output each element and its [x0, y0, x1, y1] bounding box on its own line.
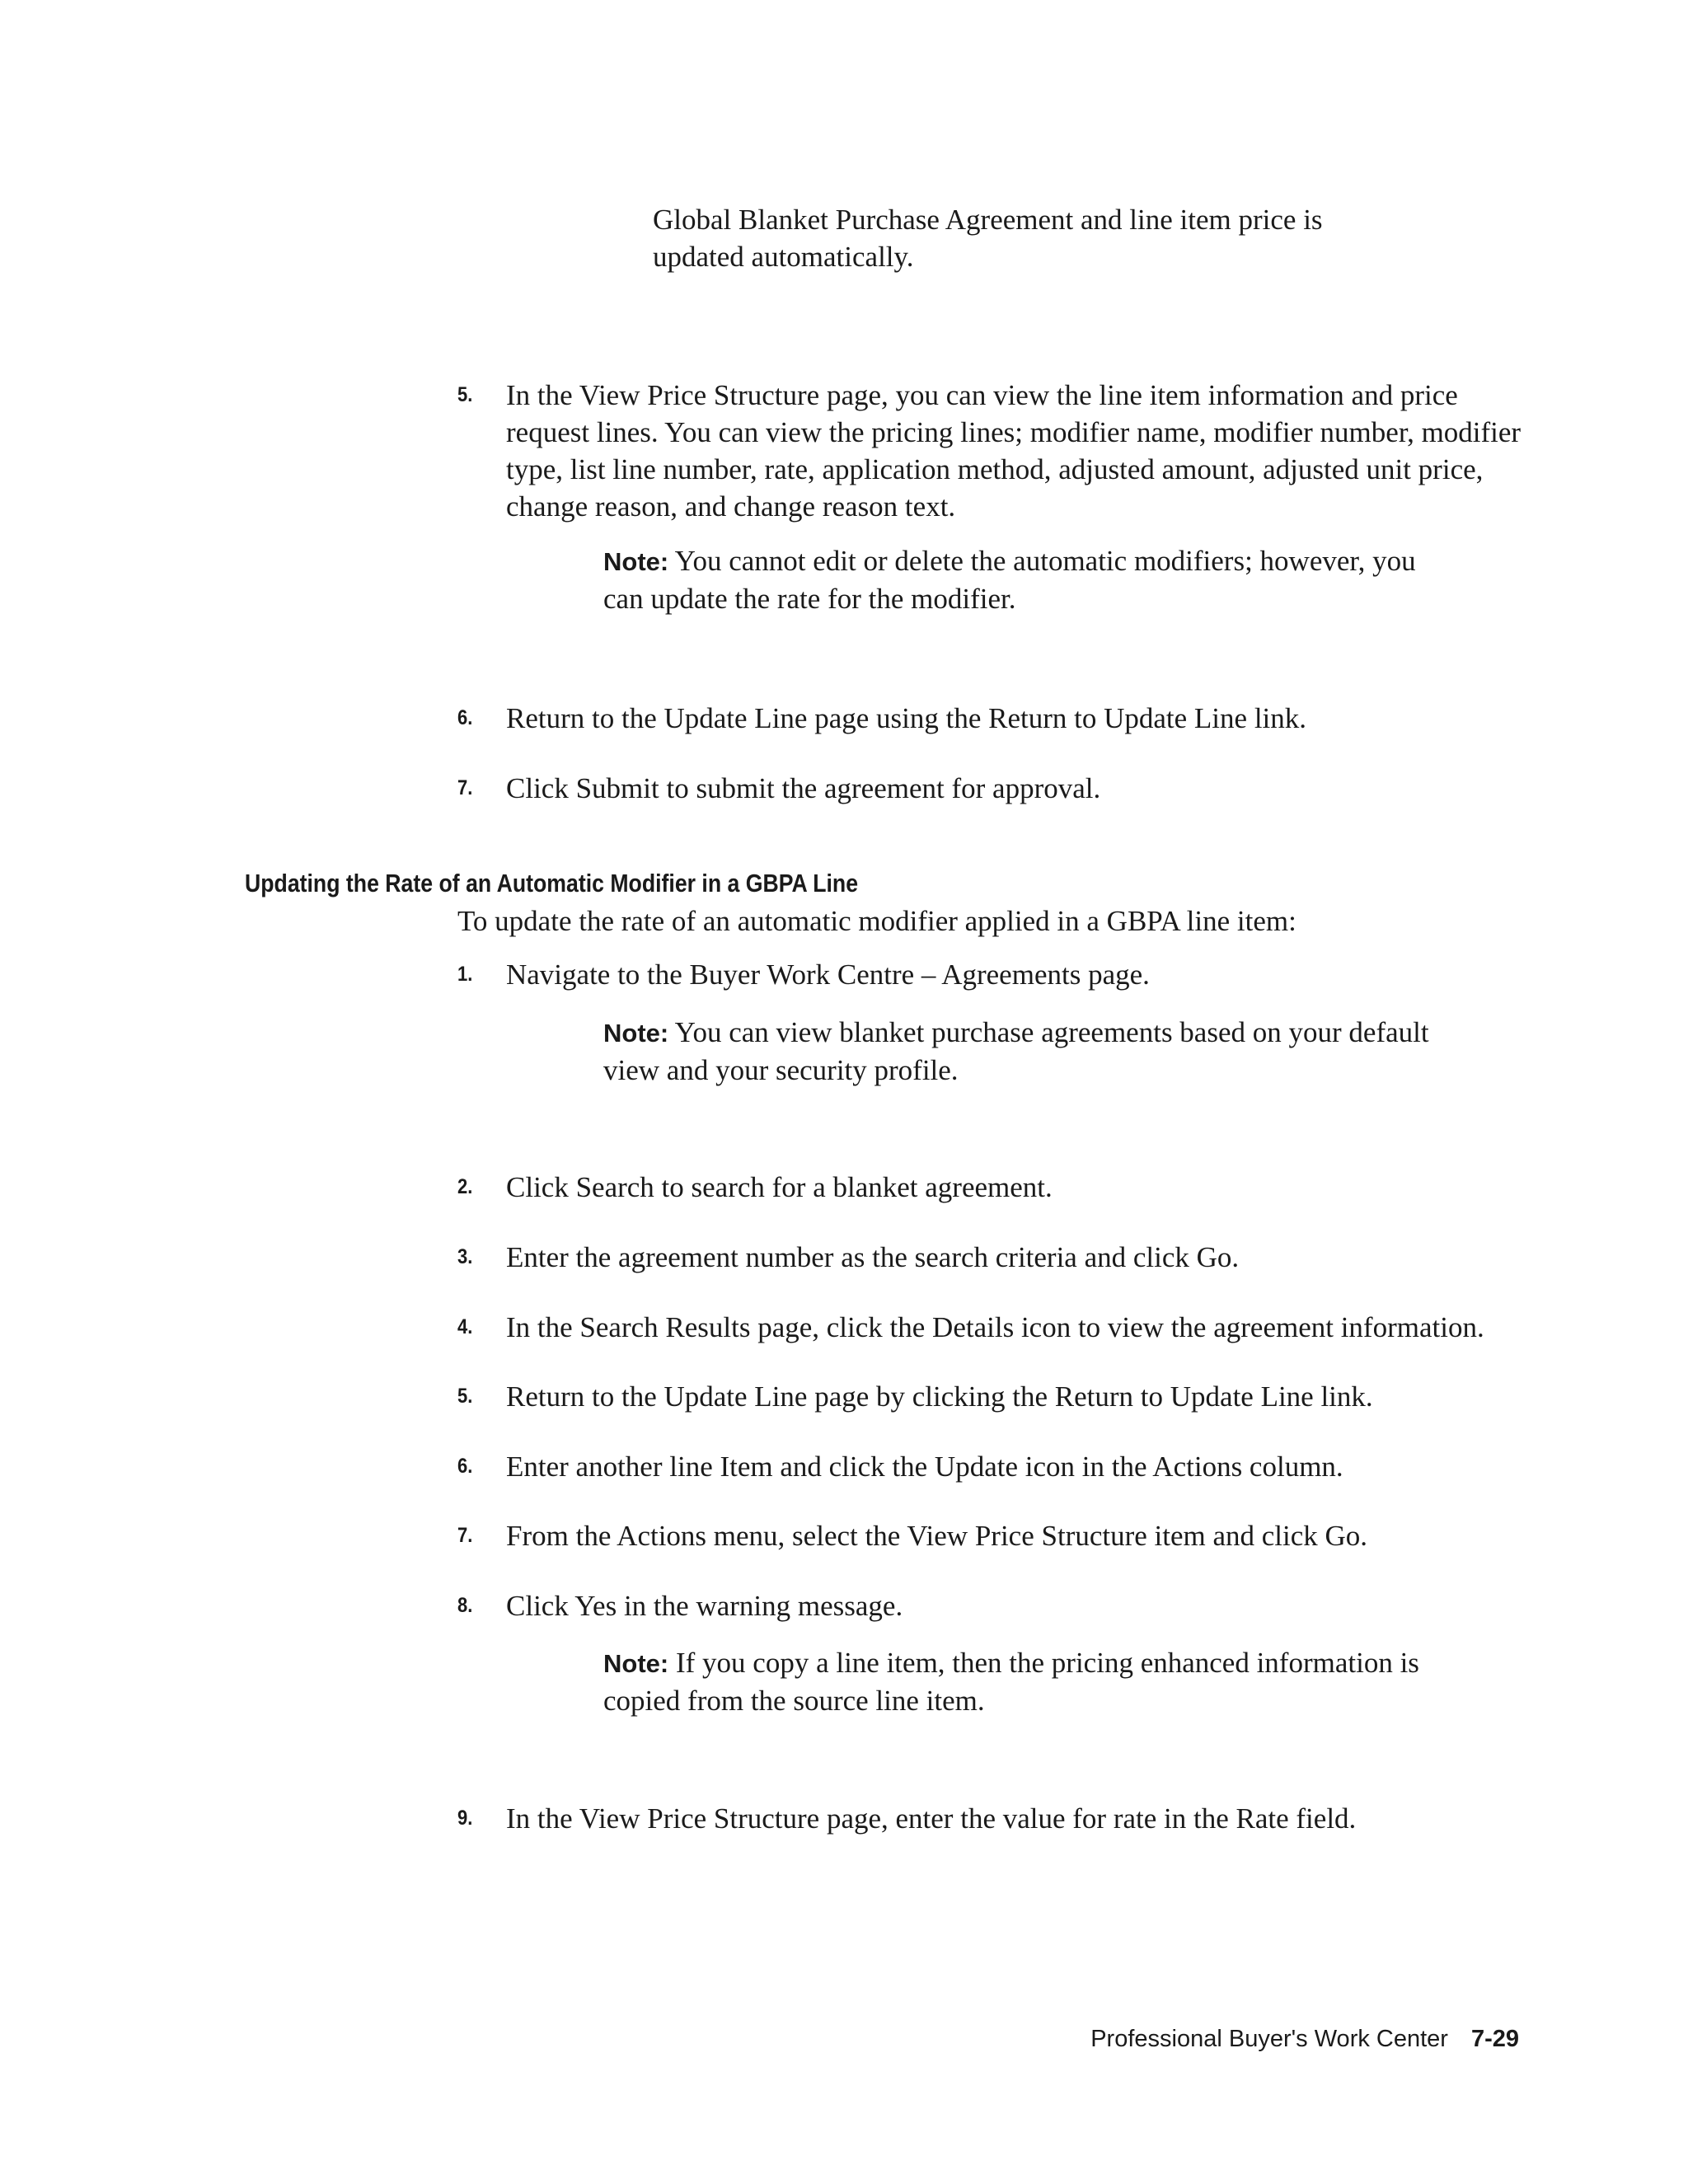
- list-item: [457, 377, 1529, 525]
- list-item: [457, 700, 1529, 737]
- step-text: Return to the Update Line page by clicking the Return to Update Line link.: [506, 1380, 1373, 1413]
- note-label: Note:: [603, 1649, 669, 1678]
- list-item: [457, 1309, 1529, 1346]
- list-item: [457, 1517, 1529, 1554]
- step-number: 6.: [457, 1455, 473, 1478]
- note-text: You can view blanket purchase agreements based on your default view and your security profile.: [603, 1016, 1429, 1086]
- step-text: Click Submit to submit the agreement for approval.: [506, 772, 1101, 804]
- step-number: 3.: [457, 1245, 473, 1268]
- step-number: 1.: [457, 963, 473, 986]
- page-footer: [1090, 2024, 1519, 2054]
- step-number: 9.: [457, 1807, 473, 1830]
- step-number: 4.: [457, 1315, 473, 1338]
- list-item: [457, 1239, 1529, 1276]
- step-number: 7.: [457, 1524, 473, 1547]
- list-item: [457, 956, 1529, 993]
- step-text: Enter another line Item and click the Update icon in the Actions column.: [506, 1451, 1343, 1483]
- step-text: In the View Price Structure page, you can view the line item information and price request lines. You can view the pricing lines; modifier name, modifier number, modifier type, list line number, rate, application method, adjusted amount, adjusted unit price, change reason, and change reason text.: [506, 379, 1522, 523]
- step-text: Click Search to search for a blanket agreement.: [506, 1171, 1053, 1203]
- step-number: 7.: [457, 776, 473, 799]
- step-text: In the View Price Structure page, enter the value for rate in the Rate field.: [506, 1802, 1357, 1835]
- step-number: 6.: [457, 706, 473, 729]
- footer-title: Professional Buyer's Work Center: [1090, 2026, 1448, 2052]
- step-text: Click Yes in the warning message.: [506, 1590, 903, 1622]
- step-text: From the Actions menu, select the View Price Structure item and click Go.: [506, 1520, 1368, 1552]
- note-block: [603, 1014, 1436, 1089]
- step-text: Enter the agreement number as the search criteria and click Go.: [506, 1241, 1240, 1273]
- list-item: [457, 1587, 1529, 1624]
- step-number: 5.: [457, 1385, 473, 1408]
- note-block: [603, 542, 1436, 617]
- step-text: In the Search Results page, click the Details icon to view the agreement information.: [506, 1311, 1484, 1343]
- list-item: [457, 770, 1529, 807]
- list-item: [457, 1169, 1529, 1206]
- list-item: [457, 1800, 1529, 1837]
- step-text: Return to the Update Line page using the Return to Update Line link.: [506, 702, 1307, 734]
- list-item: [457, 1378, 1529, 1415]
- note-text: If you copy a line item, then the pricing enhanced information is copied from the source line item.: [603, 1647, 1419, 1717]
- continuation-paragraph: Global Blanket Purchase Agreement and line item price is updated automatically.: [653, 204, 1323, 273]
- section-intro: To update the rate of an automatic modifier applied in a GBPA line item:: [457, 905, 1296, 937]
- page-number: 7-29: [1470, 2026, 1519, 2052]
- section-heading: Updating the Rate of an Automatic Modifier in a GBPA Line: [245, 869, 859, 898]
- note-label: Note:: [603, 547, 669, 576]
- list-item: [457, 1448, 1529, 1485]
- note-block: [603, 1644, 1436, 1719]
- step-number: 5.: [457, 383, 473, 406]
- step-number: 8.: [457, 1594, 473, 1617]
- note-label: Note:: [603, 1019, 669, 1047]
- note-text: You cannot edit or delete the automatic modifiers; however, you can update the rate for the modifier.: [603, 545, 1416, 615]
- step-text: Navigate to the Buyer Work Centre – Agreements page.: [506, 958, 1150, 991]
- step-number: 2.: [457, 1175, 473, 1198]
